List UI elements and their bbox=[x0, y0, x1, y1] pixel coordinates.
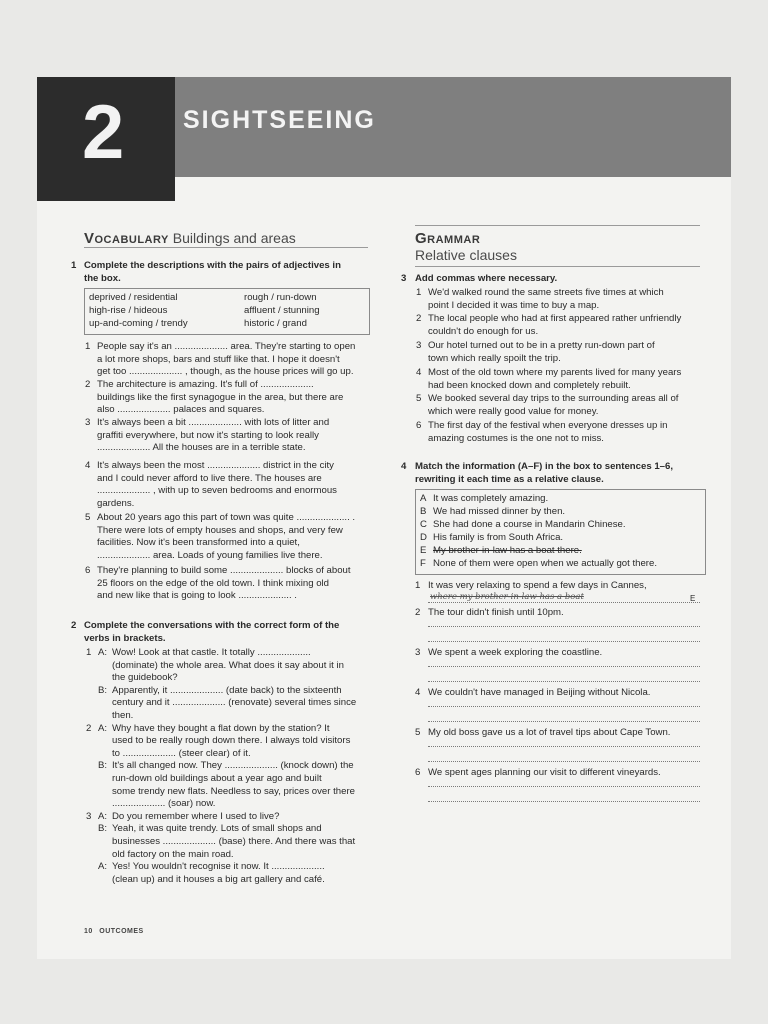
ex2-speaker: A: bbox=[98, 647, 108, 658]
unit-title: SIGHTSEEING bbox=[183, 106, 376, 134]
ex2-instruction bbox=[84, 620, 339, 645]
ex4-info-letter: B bbox=[420, 506, 427, 517]
ex3-item-line: The first day of the festival when everyone dresses up in bbox=[428, 420, 668, 431]
ex1-word-pair: rough / run-down bbox=[244, 292, 317, 303]
ex3-item-number: 4 bbox=[416, 367, 422, 378]
ex2-item-number: 1 bbox=[86, 647, 92, 658]
footer-label: OUTCOMES bbox=[99, 928, 144, 935]
ex1-number: 1 bbox=[71, 260, 77, 271]
page-number: 10 bbox=[84, 928, 93, 935]
ex3-item-number: 5 bbox=[416, 393, 422, 404]
ex3-instruction: Add commas where necessary. bbox=[415, 273, 558, 284]
ex1-item bbox=[85, 565, 351, 603]
ex2-line: century and it .................... (renovate) several times since bbox=[112, 697, 357, 709]
ex1-item-number: 4 bbox=[85, 460, 91, 471]
ex2-line: used to be really rough down there. I always told visitors bbox=[112, 735, 351, 747]
ex3-item-number: 2 bbox=[416, 313, 422, 324]
ex4-number: 4 bbox=[401, 461, 407, 472]
ex1-item-number: 6 bbox=[85, 565, 91, 576]
ex1-item-line: and new like that is going to look .................... . bbox=[97, 590, 297, 602]
ex1-word-pair: high-rise / hideous bbox=[89, 305, 168, 316]
ex1-item-line: also .................... palaces and squares. bbox=[97, 404, 265, 416]
ex4-sentence-number: 3 bbox=[415, 647, 421, 658]
ex4-instruction-line: Match the information (A–F) in the box to sentences 1–6, bbox=[415, 461, 674, 472]
ex4-info-text: It was completely amazing. bbox=[433, 493, 549, 504]
answer-line bbox=[428, 746, 700, 747]
ex4-example-letter: E bbox=[690, 594, 696, 603]
answer-line bbox=[428, 641, 700, 642]
answer-line bbox=[428, 801, 700, 802]
ex4-sentence: My old boss gave us a lot of travel tips about Cape Town. bbox=[428, 727, 671, 738]
ex1-item-line: About 20 years ago this part of town was quite .................... . bbox=[97, 512, 356, 523]
ex1-item-line: They're planning to build some .................... blocks of about bbox=[97, 565, 351, 576]
ex2-line: It's all changed now. They .................... (knock down) the bbox=[112, 760, 354, 772]
ex3-item-line: Our hotel turned out to be in a pretty run-down part of bbox=[428, 340, 655, 351]
ex2-line: some trendy new flats. Needless to say, prices over there bbox=[112, 785, 355, 797]
answer-line bbox=[428, 786, 700, 787]
ex3-item-line: amazing costumes is the one not to miss. bbox=[428, 432, 604, 444]
ex2-line: to .................... (steer clear) of it. bbox=[112, 747, 251, 759]
ex1-item-line: graffiti everywhere, but now it's starting to look really bbox=[97, 429, 319, 441]
ex3-item bbox=[416, 340, 655, 365]
ex1-instruction-line: Complete the descriptions with the pairs of adjectives in bbox=[84, 260, 341, 271]
ex1-item bbox=[85, 341, 356, 379]
ex2-line: businesses .................... (base) there. And there was that bbox=[112, 836, 356, 847]
ex3-number: 3 bbox=[401, 273, 407, 284]
answer-line bbox=[428, 706, 700, 707]
vocabulary-subtitle: Buildings and areas bbox=[172, 230, 296, 246]
ex1-item-line: It's always been the most .................... district in the city bbox=[97, 460, 334, 471]
ex2-item-number: 2 bbox=[86, 722, 92, 734]
ex2-speaker: B: bbox=[98, 684, 108, 696]
ex3-item-line: town which really spoilt the trip. bbox=[428, 352, 561, 364]
ex2-line: Wow! Look at that castle. It totally .................... bbox=[112, 647, 311, 658]
ex1-item bbox=[85, 460, 337, 510]
ex4-info-letter: E bbox=[420, 545, 427, 556]
ex4-sentence: We couldn't have managed in Beijing without Nicola. bbox=[428, 687, 651, 698]
ex1-item-line: The architecture is amazing. It's full of .................... bbox=[97, 379, 314, 390]
ex1-word-pair: deprived / residential bbox=[89, 292, 178, 303]
unit-number: 2 bbox=[82, 90, 125, 175]
ex1-item-line: .................... , with up to seven bedrooms and enormous bbox=[97, 485, 337, 497]
ex1-item-number: 2 bbox=[85, 379, 91, 390]
ex4-info-text: We had missed dinner by then. bbox=[433, 506, 566, 517]
ex3-item-number: 6 bbox=[416, 420, 422, 431]
ex2-speaker: B: bbox=[98, 823, 108, 835]
ex1-item-number: 3 bbox=[85, 417, 91, 428]
ex2-line: Apparently, it .................... (date back) to the sixteenth bbox=[112, 684, 342, 696]
ex4-info-text: His family is from South Africa. bbox=[433, 532, 564, 543]
ex2-line: Yes! You wouldn't recognise it now. It .................... bbox=[112, 861, 325, 873]
vocabulary-rule bbox=[84, 247, 368, 248]
ex2-item-number: 3 bbox=[86, 810, 92, 822]
ex2-line: (dominate) the whole area. What does it say about it in bbox=[112, 659, 344, 671]
ex2-number: 2 bbox=[71, 620, 77, 631]
ex4-info-letter: C bbox=[420, 519, 427, 530]
ex1-item bbox=[85, 379, 344, 417]
ex3-item bbox=[416, 393, 679, 418]
ex2-line: Why have they bought a flat down by the station? It bbox=[112, 722, 330, 734]
grammar-top-rule bbox=[415, 225, 700, 226]
ex1-item-line: It's always been a bit .................... with lots of litter and bbox=[97, 417, 330, 428]
ex2-line: (clean up) and it houses a big art gallery and café. bbox=[112, 873, 325, 885]
ex4-sentence: We spent a week exploring the coastline. bbox=[428, 647, 603, 658]
grammar-subtitle: Relative clauses bbox=[415, 247, 517, 263]
ex4-sentence-number: 1 bbox=[415, 580, 421, 591]
ex4-info-letter: A bbox=[420, 493, 427, 504]
ex1-instruction-line: the box. bbox=[84, 272, 121, 284]
ex2-line: run-down old buildings about a year ago and built bbox=[112, 773, 322, 784]
ex1-item-line: a lot more shops, bars and stuff like that. I hope it doesn't bbox=[97, 353, 340, 365]
ex4-sentence-number: 2 bbox=[415, 607, 421, 618]
ex4-sentence: It was very relaxing to spend a few days in Cannes, bbox=[428, 580, 647, 591]
ex2-instruction-line: verbs in brackets. bbox=[84, 632, 166, 644]
ex2-speaker: A: bbox=[98, 722, 108, 734]
ex1-word-pair: historic / grand bbox=[244, 318, 307, 329]
grammar-rule bbox=[415, 266, 700, 267]
vocabulary-heading bbox=[84, 230, 296, 247]
ex4-sentence: We spent ages planning our visit to different vineyards. bbox=[428, 767, 661, 778]
ex3-item-line: Most of the old town where my parents lived for many years bbox=[428, 367, 682, 378]
ex1-item bbox=[85, 417, 330, 455]
ex1-item-line: and I could never afford to live there. The houses are bbox=[97, 472, 322, 484]
ex2-line: old factory on the main road. bbox=[112, 848, 234, 860]
ex1-item-line: .................... All the houses are in a terrible state. bbox=[97, 442, 306, 454]
ex4-info-text: She had done a course in Mandarin Chinese. bbox=[433, 519, 626, 530]
ex1-item bbox=[85, 512, 356, 562]
ex2-line: then. bbox=[112, 710, 134, 721]
ex4-instruction-line: rewriting it each time as a relative clause. bbox=[415, 473, 604, 485]
ex3-item-line: point I decided it was time to buy a map. bbox=[428, 299, 600, 311]
ex2-line: the guidebook? bbox=[112, 672, 178, 684]
ex1-item-line: get too .................... , though, as the house prices will go up. bbox=[97, 366, 354, 378]
ex1-item-line: buildings like the first synagogue in the area, but there are bbox=[97, 391, 344, 403]
ex3-item-line: had been knocked down and completely rebuilt. bbox=[428, 379, 631, 391]
ex4-info-letter: F bbox=[420, 558, 426, 569]
ex1-word-pair: affluent / stunning bbox=[244, 305, 320, 316]
ex1-item-number: 5 bbox=[85, 512, 91, 523]
ex1-item-line: People say it's an .................... area. They're starting to open bbox=[97, 341, 356, 352]
ex4-sentence-number: 5 bbox=[415, 727, 421, 738]
ex1-item-line: .................... area. Loads of young families live there. bbox=[97, 549, 323, 561]
ex3-item bbox=[416, 420, 668, 445]
ex4-example-answer: where my brother-in-law has a boat bbox=[430, 592, 584, 602]
ex4-info-text: My brother-in-law has a boat there. bbox=[433, 545, 582, 556]
ex3-item-number: 3 bbox=[416, 340, 422, 351]
ex3-item-line: We'd walked round the same streets five times at which bbox=[428, 287, 664, 298]
ex3-item-line: which were really good value for money. bbox=[428, 405, 599, 417]
ex2-line: Do you remember where I used to live? bbox=[112, 810, 280, 822]
answer-line bbox=[428, 626, 700, 627]
ex3-item bbox=[416, 313, 682, 338]
ex3-item-line: couldn't do enough for us. bbox=[428, 325, 539, 337]
ex3-item-number: 1 bbox=[416, 287, 422, 298]
ex1-item-line: gardens. bbox=[97, 497, 135, 509]
ex3-item-line: We booked several day trips to the surrounding areas all of bbox=[428, 393, 679, 404]
ex3-item bbox=[416, 287, 664, 312]
ex1-item-line: There were lots of empty houses and shops, and very few bbox=[97, 524, 343, 536]
ex2-instruction-line: Complete the conversations with the correct form of the bbox=[84, 620, 340, 631]
ex4-info-letter: D bbox=[420, 532, 427, 543]
ex2-line: .................... (soar) now. bbox=[112, 798, 216, 810]
ex2-speaker: A: bbox=[98, 861, 108, 873]
ex4-sentence-number: 4 bbox=[415, 687, 421, 698]
ex1-item-line: 25 floors on the edge of the old town. I think mixing old bbox=[97, 577, 329, 589]
ex2-speaker: A: bbox=[98, 810, 108, 822]
ex4-info-text: None of them were open when we actually got there. bbox=[433, 558, 657, 569]
ex4-sentence-number: 6 bbox=[415, 767, 421, 778]
vocabulary-title: Vocabulary bbox=[84, 230, 169, 247]
page-footer bbox=[84, 928, 144, 935]
ex3-item-line: The local people who had at first appeared rather unfriendly bbox=[428, 313, 682, 324]
ex1-item-line: facilities. Now it's been transformed into a quiet, bbox=[97, 537, 300, 549]
ex4-sentence: The tour didn't finish until 10pm. bbox=[428, 607, 564, 618]
answer-line bbox=[428, 721, 700, 722]
grammar-title: Grammar bbox=[415, 230, 481, 247]
ex2-speaker: B: bbox=[98, 760, 108, 772]
ex1-word-pair: up-and-coming / trendy bbox=[89, 318, 188, 329]
grammar-heading bbox=[415, 230, 517, 264]
answer-line bbox=[428, 666, 700, 667]
ex1-instruction bbox=[84, 260, 341, 285]
ex3-item bbox=[416, 367, 682, 392]
answer-line bbox=[428, 681, 700, 682]
answer-line bbox=[428, 761, 700, 762]
ex1-item-number: 1 bbox=[85, 341, 91, 352]
ex2-line: Yeah, it was quite trendy. Lots of small shops and bbox=[112, 823, 322, 835]
ex4-instruction bbox=[415, 461, 673, 486]
